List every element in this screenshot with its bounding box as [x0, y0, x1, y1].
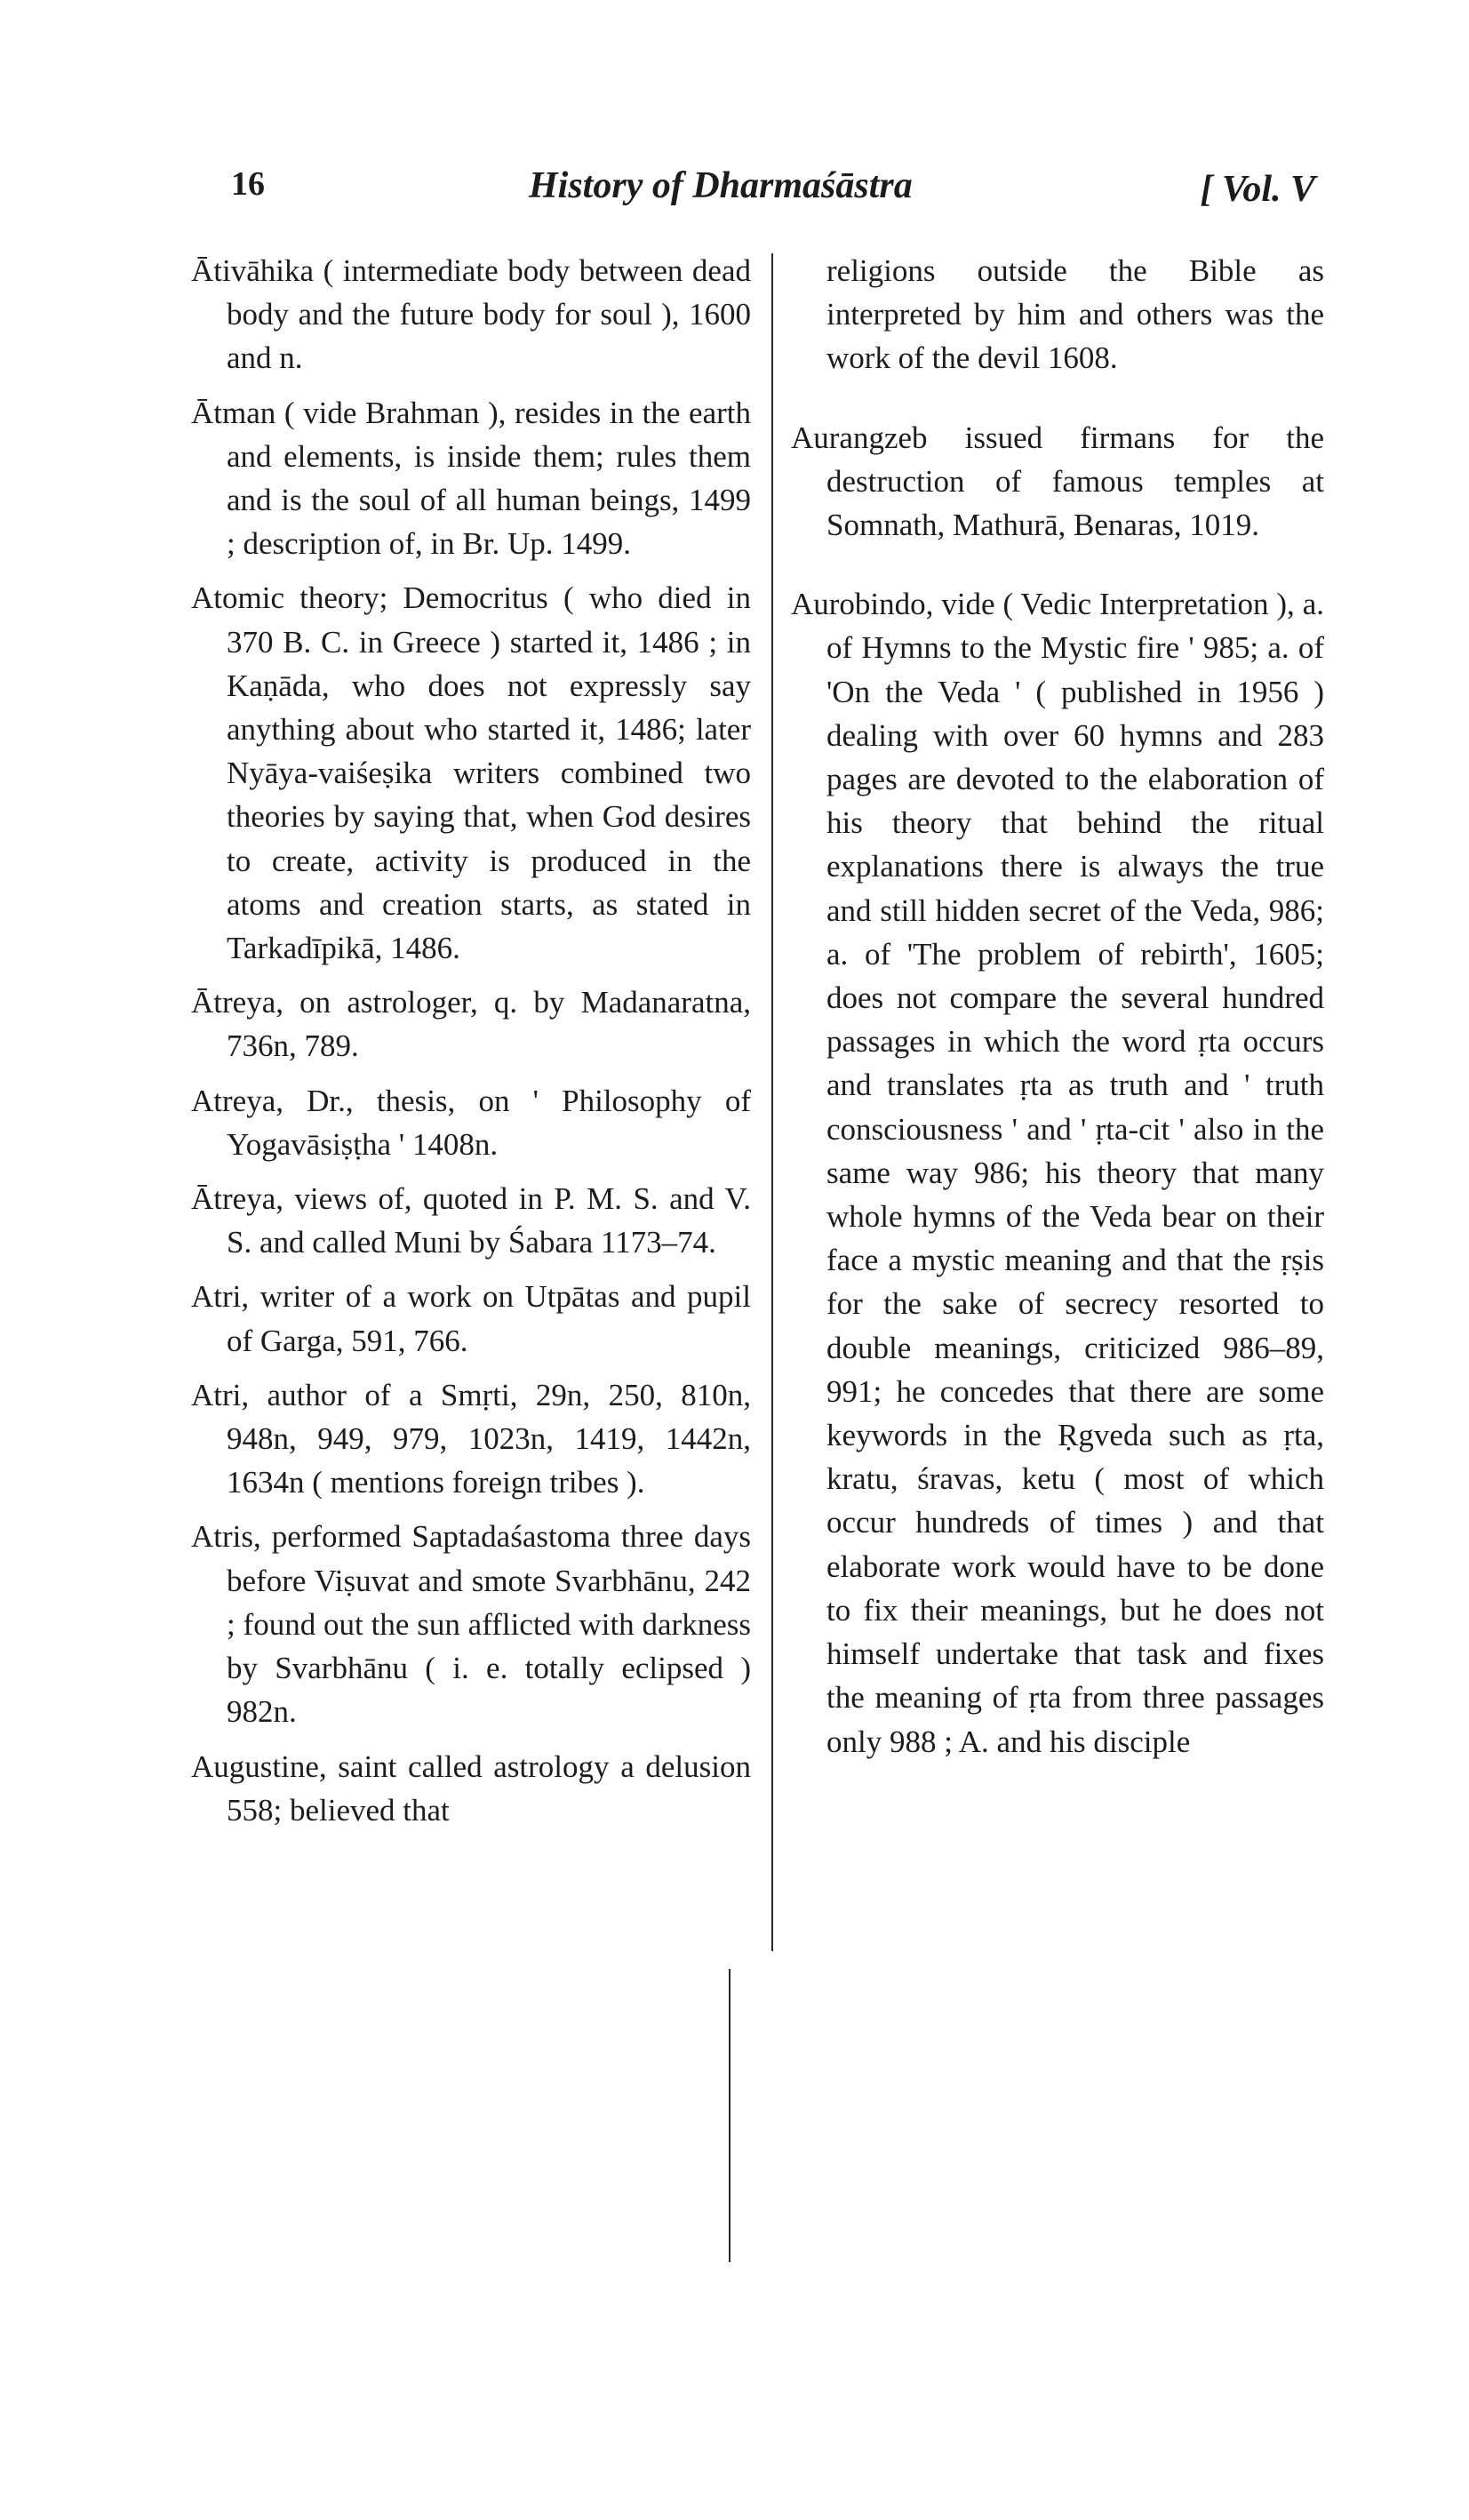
- index-entry: Atris, performed Saptadaśastoma three days before Viṣuvat and smote Svarbhānu, 242 ; found out the sun afflicted with darkness by Svarbhānu ( i. e. totally eclipsed ) 982n.: [191, 1519, 751, 1730]
- index-entry: Atri, author of a Smṛti, 29n, 250, 810n, 948n, 949, 979, 1023n, 1419, 1442n, 1634n ( mentions foreign tribes ).: [191, 1377, 751, 1500]
- page-header: [231, 164, 1315, 227]
- column-divider-lower: [729, 1969, 731, 2262]
- index-entry-continuation: religions outside the Bible as interpreted by him and others was the work of the devil 1608.: [826, 253, 1324, 376]
- index-entry: Atreya, Dr., thesis, on ' Philosophy of Yogavāsiṣṭha ' 1408n.: [191, 1083, 751, 1162]
- right-column: [791, 249, 1324, 1799]
- index-entry: Ātreya, views of, quoted in P. M. S. and V. S. and called Muni by Śabara 1173–74.: [191, 1181, 751, 1260]
- volume-label: [ Vol. V: [1200, 169, 1315, 210]
- index-entry: Aurobindo, vide ( Vedic Interpretation ), a. of Hymns to the Mystic fire ' 985; a. of 'On the Veda ' ( published in 1956 ) dealing with over 60 hymns and 283 pages are devoted to the elaboration of his theory that behind the ritual explanations there is always the true and still hidden secret of the Veda, 986; a. of 'The problem of rebirth', 1605; does not compare the several hundred passages in which the word ṛta occurs and translates ṛta as truth and ' truth consciousness ' and ' ṛta-cit ' also in the same way 986; his theory that many whole hymns of the Veda bear on their face a mystic meaning and that the ṛṣis for the sake of secrecy resorted to double meanings, criticized 986–89, 991; he concedes that there are some keywords in the Ṛgveda such as ṛta, kratu, śravas, ketu ( most of which occur hundreds of times ) and that elaborate work would have to be done to fix their meanings, but he does not himself undertake that task and fixes the meaning of ṛta from three passages only 988 ; A. and his disciple: [791, 587, 1324, 1759]
- index-entry: Ātivāhika ( intermediate body between dead body and the future body for soul ), 1600 and n.: [191, 253, 751, 376]
- running-title: History of Dharmaśāstra: [529, 165, 913, 206]
- index-entry: Ātman ( vide Brahman ), resides in the earth and elements, is inside them; rules them and is the soul of all human beings, 1499 ; description of, in Br. Up. 1499.: [191, 395, 751, 562]
- index-entry: Ātreya, on astrologer, q. by Madanaratna, 736n, 789.: [191, 985, 751, 1064]
- index-entry: Aurangzeb issued firmans for the destruction of famous temples at Somnath, Mathurā, Benaras, 1019.: [791, 420, 1324, 543]
- index-entry: Atri, writer of a work on Utpātas and pupil of Garga, 591, 766.: [191, 1279, 751, 1358]
- page-number: 16: [231, 165, 265, 203]
- left-column: [191, 249, 751, 1843]
- index-entry: Atomic theory; Democritus ( who died in 370 B. C. in Greece ) started it, 1486 ; in Kaṇāda, who does not expressly say anything about who started it, 1486; later Nyāya-vaiśeṣika writers combined two theories by saying that, when God desires to create, activity is produced in the atoms and creation starts, as stated in Tarkadīpikā, 1486.: [191, 580, 751, 966]
- index-entry: Augustine, saint called astrology a delusion 558; believed that: [191, 1748, 751, 1828]
- column-divider: [771, 253, 773, 1951]
